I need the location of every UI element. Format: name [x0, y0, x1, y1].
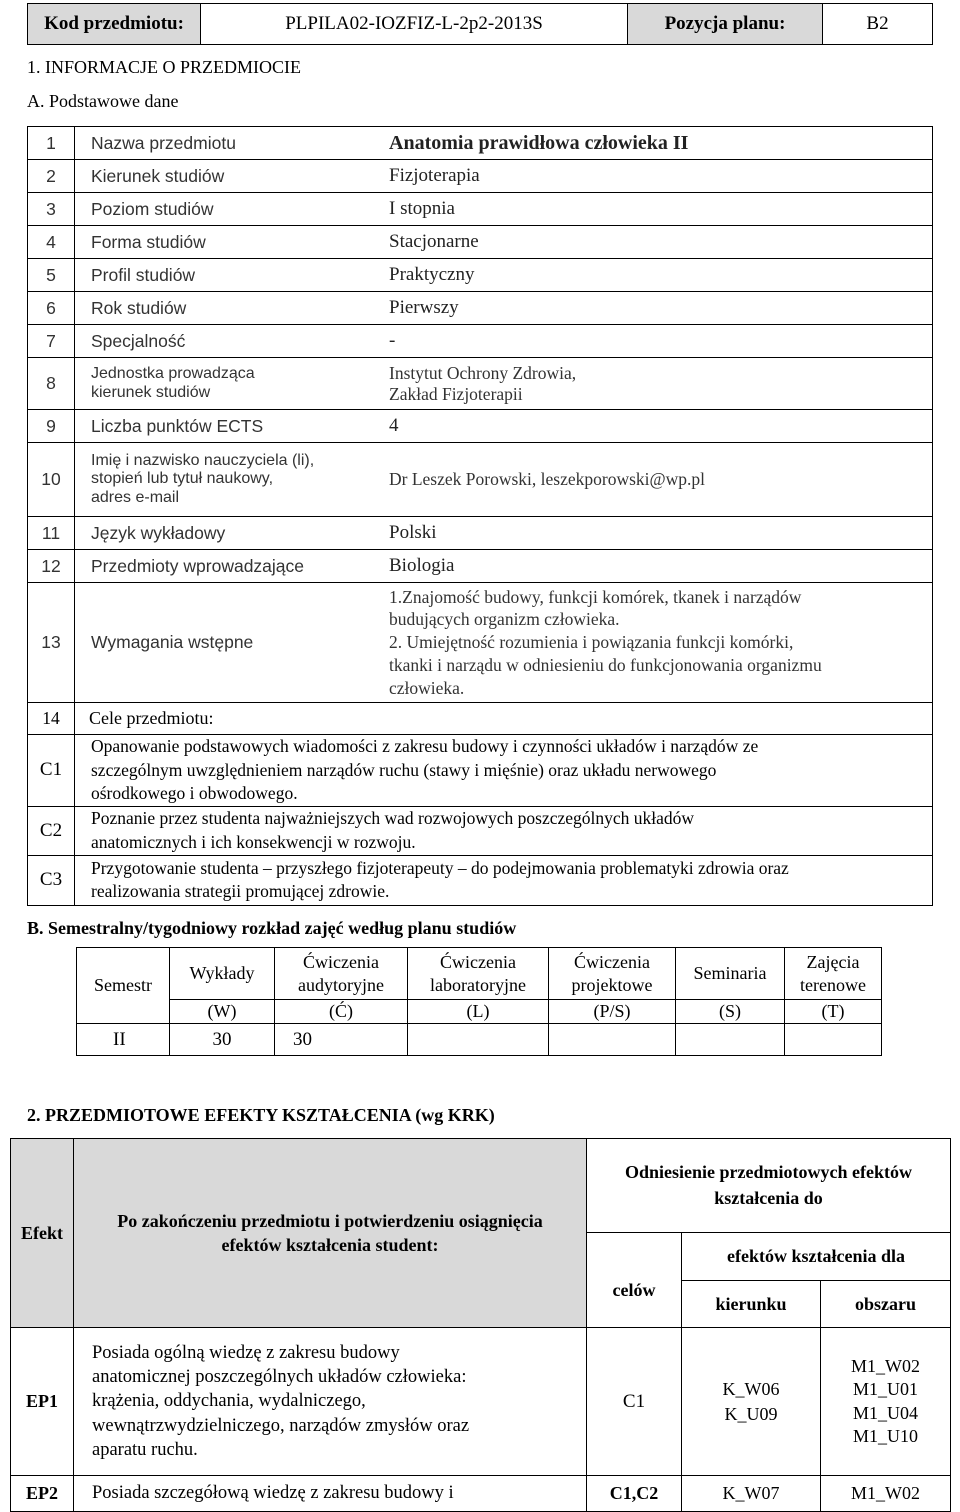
reference-code: M1_U04	[852, 1402, 918, 1423]
requirements-line: tkanki i narządu w odniesieniu do funkcjonowania organizmu	[389, 654, 822, 675]
section-a-title: A. Podstawowe dane	[27, 91, 179, 111]
reference-code: M1_U01	[852, 1379, 918, 1400]
reference-code: K_U09	[724, 1403, 778, 1424]
header-line: efektów kształcenia student:	[221, 1235, 439, 1255]
section-1-title: 1. INFORMACJE O PRZEDMIOCIE	[27, 57, 302, 77]
table-row	[28, 226, 933, 259]
row-label: Profil studiów	[75, 259, 380, 292]
field-of-study-header: kierunku	[682, 1281, 821, 1328]
row-label: Język wykładowy	[75, 517, 380, 550]
table-row	[28, 583, 933, 703]
row-label: Wymagania wstępne	[75, 583, 380, 703]
table-row	[28, 292, 933, 325]
table-row	[77, 1024, 882, 1056]
row-number: 9	[28, 410, 75, 443]
goal-line: ośrodkowego i obwodowego.	[91, 783, 298, 804]
row-number: 8	[28, 358, 75, 410]
goal-row	[28, 806, 933, 855]
plan-position-value: B2	[823, 4, 933, 45]
row-number: 14	[28, 703, 75, 735]
row-number: 12	[28, 550, 75, 583]
row-value: Biologia	[379, 550, 933, 583]
row-label: Poziom studiów	[75, 193, 380, 226]
requirements-line: 2. Umiejętność rozumienia i powiązania funkcji komórki,	[389, 632, 794, 653]
table-row	[11, 1328, 951, 1476]
field-header	[785, 948, 882, 1000]
plan-position-label: Pozycja planu:	[628, 4, 823, 45]
goal-line: realizowania strategii promującej zdrowie.	[91, 881, 390, 902]
goal-reference: C1	[587, 1328, 682, 1476]
row-number: 5	[28, 259, 75, 292]
table-row	[28, 160, 933, 193]
effect-line: wewnątrzwydzielniczego, narządów zmysłów oraz	[92, 1415, 470, 1436]
row-number: 4	[28, 226, 75, 259]
seminars-header: Seminaria	[676, 948, 785, 1000]
reference-header	[587, 1139, 951, 1233]
requirements-value	[379, 583, 933, 703]
table-row	[77, 948, 882, 1000]
area-reference	[821, 1328, 951, 1476]
effect-code: EP2	[11, 1476, 74, 1512]
reference-code: M1_W02	[851, 1355, 920, 1376]
teacher-value: Dr Leszek Porowski, leszekporowski@wp.pl	[379, 443, 933, 517]
goal-code: C3	[28, 855, 75, 905]
row-number: 13	[28, 583, 75, 703]
header-line: Ćwiczenia	[574, 952, 650, 972]
goal-row	[28, 735, 933, 807]
reference-code: K_W06	[722, 1379, 780, 1400]
code-cell: (S)	[676, 1000, 785, 1024]
header-line: Zajęcia	[806, 952, 860, 972]
header-line: terenowe	[800, 974, 866, 995]
effect-description-header	[74, 1139, 587, 1328]
hours-value	[549, 1024, 676, 1056]
lectures-header: Wykłady	[170, 948, 275, 1000]
header-line: Ćwiczenia	[303, 952, 379, 972]
goal-code: C1	[28, 735, 75, 807]
learning-effects-table	[10, 1138, 951, 1512]
row-value: Praktyczny	[379, 259, 933, 292]
row-label: Rok studiów	[75, 292, 380, 325]
table-row	[28, 259, 933, 292]
hours-value: 30	[275, 1024, 408, 1056]
row-value: I stopnia	[379, 193, 933, 226]
hours-value	[785, 1024, 882, 1056]
table-row	[11, 1139, 951, 1233]
goal-code: C2	[28, 806, 75, 855]
goals-ref-header: celów	[587, 1233, 682, 1328]
header-line: Odniesienie przedmiotowych efektów	[625, 1162, 912, 1183]
row-label-line: kierunek studiów	[91, 383, 211, 401]
row-number: 1	[28, 127, 75, 160]
goal-line: Przygotowanie studenta – przyszłego fizjoterapeuty – do podejmowania problematyki zdrowia oraz	[91, 857, 789, 878]
row-number: 7	[28, 325, 75, 358]
row-label-line: stopień lub tytuł naukowy,	[91, 470, 274, 488]
effect-description: Posiada szczegółową wiedzę z zakresu budowy i	[74, 1476, 587, 1512]
requirements-line: budujących organizm człowieka.	[389, 609, 620, 630]
course-header-table	[27, 3, 933, 45]
goal-row	[28, 855, 933, 905]
row-value: Polski	[379, 517, 933, 550]
effect-line: aparatu ruchu.	[92, 1439, 198, 1460]
row-label: Nazwa przedmiotu	[75, 127, 380, 160]
auditory-header	[275, 948, 408, 1000]
effect-line: Posiada ogólną wiedzę z zakresu budowy	[92, 1343, 400, 1364]
goal-line: anatomicznych i ich konsekwencji w rozwoju.	[91, 831, 416, 852]
area-reference: M1_W02	[821, 1476, 951, 1512]
row-label: Przedmioty wprowadzające	[75, 550, 380, 583]
effects-ref-header: efektów kształcenia dla	[682, 1233, 951, 1281]
field-reference: K_W07	[682, 1476, 821, 1512]
table-row	[28, 550, 933, 583]
code-cell: (W)	[170, 1000, 275, 1024]
header-line: Ćwiczenia	[440, 952, 516, 972]
row-label-line: Jednostka prowadząca	[91, 365, 255, 383]
hours-value	[676, 1024, 785, 1056]
code-cell: (T)	[785, 1000, 882, 1024]
table-row	[28, 193, 933, 226]
row-value: 4	[379, 410, 933, 443]
row-label: Specjalność	[75, 325, 380, 358]
schedule-table	[76, 947, 882, 1056]
effect-description	[74, 1328, 587, 1476]
row-number: 2	[28, 160, 75, 193]
goal-text	[75, 735, 933, 807]
header-line: kształcenia do	[714, 1187, 823, 1208]
laboratory-header	[408, 948, 549, 1000]
header-line: laboratoryjne	[430, 974, 526, 995]
goals-title-row	[28, 703, 933, 735]
row-number: 3	[28, 193, 75, 226]
requirements-line: 1.Znajomość budowy, funkcji komórek, tkanek i narządów	[389, 586, 802, 607]
section-2-title: 2. PRZEDMIOTOWE EFEKTY KSZTAŁCENIA (wg KRK)	[27, 1105, 495, 1125]
row-label: Liczba punktów ECTS	[75, 410, 380, 443]
hours-value: 30	[170, 1024, 275, 1056]
row-value-line: Zakład Fizjoterapii	[389, 383, 523, 404]
row-value: -	[379, 325, 933, 358]
table-row	[28, 410, 933, 443]
field-reference	[682, 1328, 821, 1476]
row-value: Fizjoterapia	[379, 160, 933, 193]
table-row	[28, 127, 933, 160]
goal-line: Poznanie przez studenta najważniejszych wad rozwojowych poszczególnych układów	[91, 808, 695, 829]
header-line: audytoryjne	[298, 974, 384, 995]
goal-line: szczególnym uwzględnieniem narządów ruchu (stawy i mięśnie) oraz układu nerwowego	[91, 759, 717, 780]
semester-header: Semestr	[77, 948, 170, 1024]
code-cell: (Ć)	[275, 1000, 408, 1024]
row-label	[75, 443, 380, 517]
row-label: Kierunek studiów	[75, 160, 380, 193]
table-row	[28, 358, 933, 410]
goal-text	[75, 855, 933, 905]
project-header	[549, 948, 676, 1000]
row-value: Stacjonarne	[379, 226, 933, 259]
table-row	[28, 517, 933, 550]
goal-line: Opanowanie podstawowych wiadomości z zakresu budowy i czynności układów i narządów ze	[91, 736, 759, 756]
reference-code: M1_U10	[852, 1425, 918, 1446]
course-code-label: Kod przedmiotu:	[28, 4, 201, 45]
course-name-value: Anatomia prawidłowa człowieka II	[379, 127, 933, 160]
row-number: 11	[28, 517, 75, 550]
course-code-value: PLPILA02-IOZFIZ-L-2p2-2013S	[201, 4, 628, 45]
code-cell: (P/S)	[549, 1000, 676, 1024]
hours-value	[408, 1024, 549, 1056]
table-row	[28, 325, 933, 358]
row-value: Pierwszy	[379, 292, 933, 325]
row-label-line: adres e-mail	[91, 488, 180, 506]
code-cell: (L)	[408, 1000, 549, 1024]
effect-code: EP1	[11, 1328, 74, 1476]
table-row	[11, 1476, 951, 1512]
goals-title: Cele przedmiotu:	[75, 703, 933, 735]
table-row	[28, 443, 933, 517]
section-b-title: B. Semestralny/tygodniowy rozkład zajęć według planu studiów	[27, 918, 517, 938]
area-header: obszaru	[821, 1281, 951, 1328]
row-number: 6	[28, 292, 75, 325]
effect-header: Efekt	[11, 1139, 74, 1328]
row-value-line: Instytut Ochrony Zdrowia,	[389, 362, 577, 383]
basic-data-table	[27, 126, 933, 906]
effect-line: krążenia, oddychania, wydalniczego,	[92, 1391, 366, 1412]
requirements-line: człowieka.	[389, 677, 465, 698]
row-label-line: Imię i nazwisko nauczyciela (li),	[91, 451, 315, 469]
row-label: Forma studiów	[75, 226, 380, 259]
row-value	[379, 358, 933, 410]
table-row	[77, 1000, 882, 1024]
semester-value: II	[77, 1024, 170, 1056]
header-line: Po zakończeniu przedmiotu i potwierdzeniu osiągnięcia	[117, 1210, 543, 1231]
header-line: projektowe	[571, 974, 653, 995]
row-number: 10	[28, 443, 75, 517]
effect-line: anatomicznej poszczególnych układów człowieka:	[92, 1367, 467, 1388]
row-label	[75, 358, 380, 410]
goal-text	[75, 806, 933, 855]
goal-reference: C1,C2	[587, 1476, 682, 1512]
